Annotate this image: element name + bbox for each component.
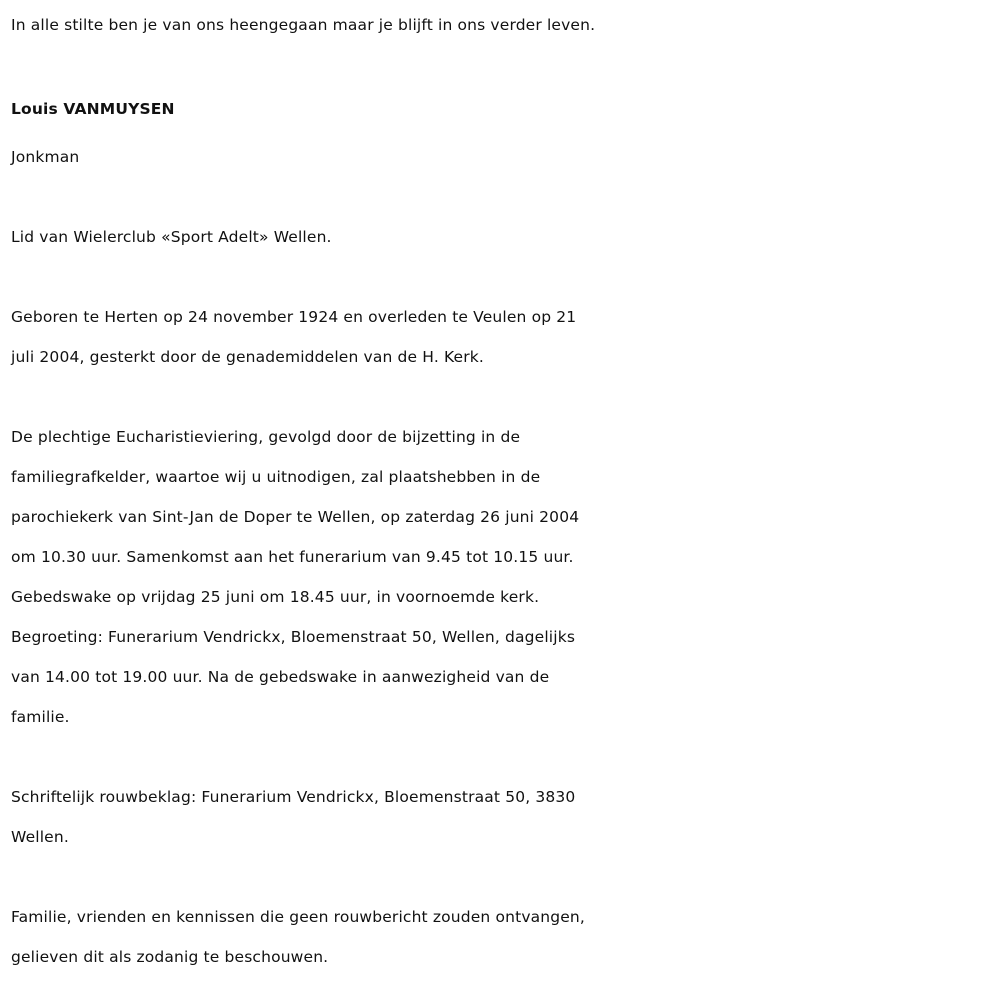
paragraph-line: Schriftelijk rouwbeklag: Funerarium Vendrickx, Bloemenstraat 50, 3830 — [11, 788, 576, 806]
paragraph-line: familie. — [11, 708, 70, 726]
deceased-status: Jonkman — [11, 148, 80, 166]
paragraph-line: Gebedswake op vrijdag 25 juni om 18.45 uur, in voornoemde kerk. — [11, 588, 540, 606]
paragraph-line: Familie, vrienden en kennissen die geen rouwbericht zouden ontvangen, — [11, 908, 585, 926]
paragraph-line: van 14.00 tot 19.00 uur. Na de gebedswake in aanwezigheid van de — [11, 668, 550, 686]
birth-death-paragraph — [11, 297, 988, 377]
paragraph-line: Geboren te Herten op 24 november 1924 en overleden te Veulen op 21 — [11, 308, 577, 326]
paragraph-line: De plechtige Eucharistieviering, gevolgd door de bijzetting in de — [11, 428, 521, 446]
paragraph-line: Wellen. — [11, 828, 69, 846]
membership-text: Lid van Wielerclub «Sport Adelt» Wellen. — [11, 228, 332, 246]
paragraph-line: Begroeting: Funerarium Vendrickx, Bloemenstraat 50, Wellen, dagelijks — [11, 628, 576, 646]
paragraph-line: juli 2004, gesterkt door de genademiddelen van de H. Kerk. — [11, 348, 484, 366]
condolence-paragraph — [11, 777, 988, 857]
paragraph-line: parochiekerk van Sint-Jan de Doper te Wellen, op zaterdag 26 juni 2004 — [11, 508, 580, 526]
motto-text: In alle stilte ben je van ons heengegaan maar je blijft in ons verder leven. — [11, 16, 596, 34]
paragraph-line: gelieven dit als zodanig te beschouwen. — [11, 948, 329, 966]
closing-paragraph — [11, 897, 988, 977]
paragraph-line: familiegrafkelder, waartoe wij u uitnodigen, zal plaatshebben in de — [11, 468, 541, 486]
ceremony-paragraph — [11, 417, 988, 737]
deceased-name: Louis VANMUYSEN — [11, 100, 175, 118]
paragraph-line: om 10.30 uur. Samenkomst aan het funerarium van 9.45 tot 10.15 uur. — [11, 548, 574, 566]
